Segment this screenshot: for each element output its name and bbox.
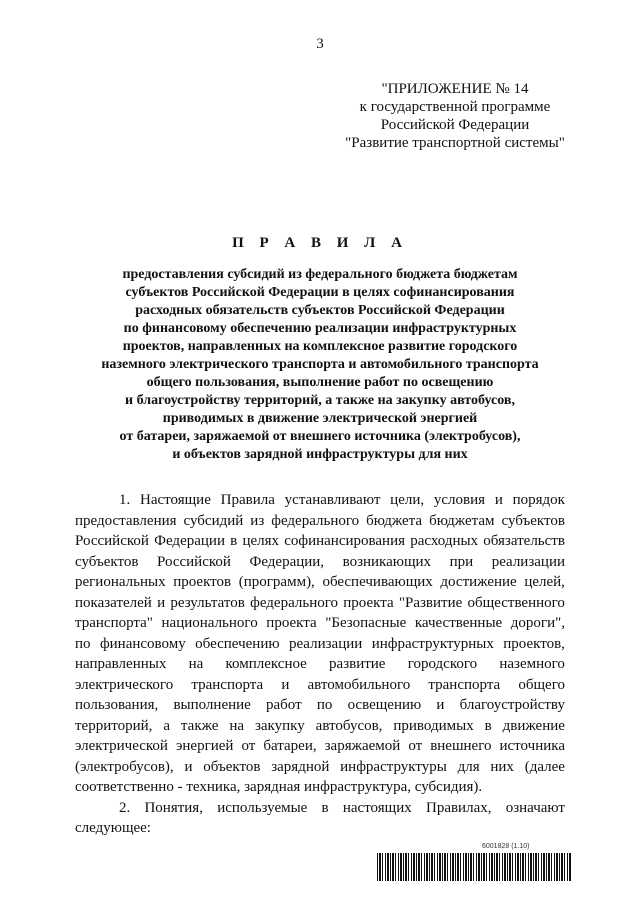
paragraph-line — [75, 531, 565, 552]
word: при — [449, 553, 474, 570]
word: от — [408, 738, 423, 754]
word: электрического — [75, 676, 174, 693]
word: инфраструктурных — [371, 635, 494, 652]
word: электрической — [75, 738, 168, 754]
word: и — [157, 594, 166, 611]
paragraph-line — [75, 552, 565, 573]
word: зарядной — [271, 758, 330, 775]
word: также — [180, 717, 219, 734]
word: проектов, — [503, 635, 565, 652]
word: и — [436, 697, 445, 713]
word: по — [316, 697, 333, 713]
word: на — [229, 717, 245, 734]
paragraph-line — [75, 613, 565, 634]
word: используемые — [217, 799, 308, 816]
word: пользования, — [75, 697, 159, 713]
subtitle-line: по финансовому обеспечению реализации инфраструктурных — [123, 321, 517, 336]
word: обеспечению — [195, 635, 280, 652]
word: "Безопасные — [325, 615, 407, 631]
word: бюджета — [366, 512, 423, 529]
paragraph-line — [75, 716, 565, 737]
word: инфраструктуры — [340, 758, 447, 775]
word: общественного — [467, 594, 565, 611]
appendix-line: Российской Федерации — [380, 117, 530, 133]
word: субъектов — [75, 553, 139, 570]
word: движение — [502, 717, 565, 734]
paragraph-line — [75, 511, 565, 532]
word: достижение — [440, 574, 517, 590]
subtitle-line: предоставления субсидий из федерального бюджета бюджетам — [122, 267, 518, 282]
word: (программ), — [238, 574, 315, 590]
word: транспорта — [191, 676, 264, 693]
word: для — [457, 758, 480, 775]
word: обязательств — [483, 533, 565, 549]
word: региональных — [75, 574, 166, 590]
word: проектов — [173, 574, 232, 590]
appendix-header — [330, 80, 580, 152]
word: качественные — [414, 615, 503, 631]
word: национального — [161, 615, 258, 631]
word: Настоящие — [140, 492, 211, 508]
word: реализации — [491, 553, 565, 570]
word: наземного — [499, 656, 565, 672]
paragraph-line — [75, 572, 565, 593]
subtitle-line: от батареи, заряжаемой от внешнего источника (электробусов), — [119, 429, 521, 444]
word: возникающих — [342, 553, 432, 570]
document-body — [75, 490, 565, 839]
word: федерального — [250, 594, 338, 611]
word: бюджетам — [429, 512, 495, 529]
word: (далее — [524, 758, 565, 775]
word: из — [250, 512, 265, 529]
word: софинансирования — [284, 533, 406, 549]
form-code: 6001828 (1.10) — [482, 843, 530, 850]
subtitle-line: приводимых в движение электрической энергией — [162, 411, 478, 426]
word: результатов — [170, 594, 245, 611]
word: Федерации — [154, 533, 225, 549]
word: в — [484, 717, 492, 734]
word: федерального — [271, 512, 360, 529]
word: расходных — [410, 533, 479, 549]
subtitle-line: проектов, направленных на комплексное развитие городского — [122, 339, 518, 354]
word: предоставления — [75, 512, 177, 529]
word: порядок — [512, 492, 565, 508]
appendix-line: к государственной программе — [359, 99, 551, 115]
word: объектов — [203, 758, 261, 775]
word: устанавливают — [284, 492, 381, 508]
word: означают — [505, 799, 565, 816]
page-number: 3 — [316, 36, 324, 52]
word: проекта — [343, 594, 394, 611]
word: общего — [518, 676, 565, 693]
subtitle-line: и благоустройству территорий, а также на закупку автобусов, — [125, 393, 515, 408]
paragraph-line — [75, 593, 565, 614]
document-title: П Р А В И Л А — [232, 235, 408, 251]
word: обеспечивающих — [322, 574, 433, 590]
word: настоящих — [342, 799, 412, 816]
word: в — [321, 799, 329, 816]
subtitle-line: расходных обязательств субъектов Российской Федерации — [135, 303, 505, 318]
word: целях — [242, 533, 280, 549]
word: и — [184, 758, 193, 775]
word: развитие — [329, 656, 386, 672]
word: на — [188, 656, 204, 672]
word: субсидий — [183, 512, 244, 529]
word: от — [241, 738, 256, 754]
word: целей, — [524, 574, 565, 590]
paragraph-line: следующее: — [75, 820, 151, 836]
appendix-line: "ПРИЛОЖЕНИЕ № 14 — [381, 81, 529, 97]
word: Федерации, — [249, 553, 325, 570]
word: (электробусов), — [75, 758, 174, 775]
word: освещению — [347, 697, 422, 713]
subtitle-line: общего пользования, выполнение работ по освещению — [146, 375, 494, 390]
word: городского — [407, 656, 478, 672]
word: финансовому — [99, 635, 186, 652]
word: энергией — [175, 738, 234, 754]
word: транспорта — [428, 676, 501, 693]
word: работ — [266, 697, 302, 713]
paragraph-line — [75, 675, 565, 696]
document-subtitle — [60, 266, 580, 464]
word: территорий, — [75, 717, 153, 734]
word: и — [494, 492, 503, 508]
word: условия — [433, 492, 486, 508]
word: автомобильного — [307, 676, 411, 693]
appendix-line: "Развитие транспортной системы" — [345, 135, 565, 151]
word: субъектов — [501, 512, 565, 529]
word: благоустройству — [459, 697, 565, 713]
paragraph-line — [75, 736, 565, 757]
word: 2. — [119, 799, 131, 816]
subtitle-line: субъектов Российской Федерации в целях софинансирования — [125, 285, 515, 300]
subtitle-line: наземного электрического транспорта и автомобильного транспорта — [101, 357, 539, 372]
paragraph-line — [75, 490, 565, 511]
word: Российской — [157, 553, 231, 570]
paragraph-line — [75, 798, 565, 819]
barcode — [377, 853, 572, 881]
word: Правилах, — [425, 799, 492, 816]
paragraph-line — [75, 757, 565, 778]
word: проекта — [266, 615, 317, 631]
word: "Развитие — [398, 594, 463, 611]
word: дороги", — [510, 615, 565, 631]
word: по — [75, 635, 91, 652]
word: автобусов, — [315, 717, 383, 734]
word: заряжаемой — [324, 738, 401, 754]
word: Правила — [220, 492, 275, 508]
paragraph-line: соответственно - техника, зарядная инфраструктура, субсидия). — [75, 779, 483, 795]
word: выполнение — [173, 697, 251, 713]
word: 1. — [119, 492, 131, 508]
word: цели, — [390, 492, 425, 508]
word: и — [281, 676, 290, 693]
word: направленных — [75, 656, 167, 672]
word: в — [230, 533, 238, 549]
word: показателей — [75, 594, 152, 611]
subtitle-line: и объектов зарядной инфраструктуры для них — [172, 447, 468, 462]
word: а — [163, 717, 170, 734]
word: внешнего — [430, 738, 492, 754]
word: закупку — [254, 717, 305, 734]
paragraph-line — [75, 634, 565, 655]
paragraph-line — [75, 695, 565, 716]
word: Российской — [75, 533, 149, 549]
word: реализации — [288, 635, 363, 652]
word: батареи, — [263, 738, 317, 754]
word: комплексное — [225, 656, 307, 672]
word: них — [490, 758, 514, 775]
word: Понятия, — [144, 799, 203, 816]
word: источника — [499, 738, 565, 754]
word: приводимых — [393, 717, 474, 734]
paragraph-line — [75, 654, 565, 675]
word: транспорта" — [75, 615, 153, 631]
